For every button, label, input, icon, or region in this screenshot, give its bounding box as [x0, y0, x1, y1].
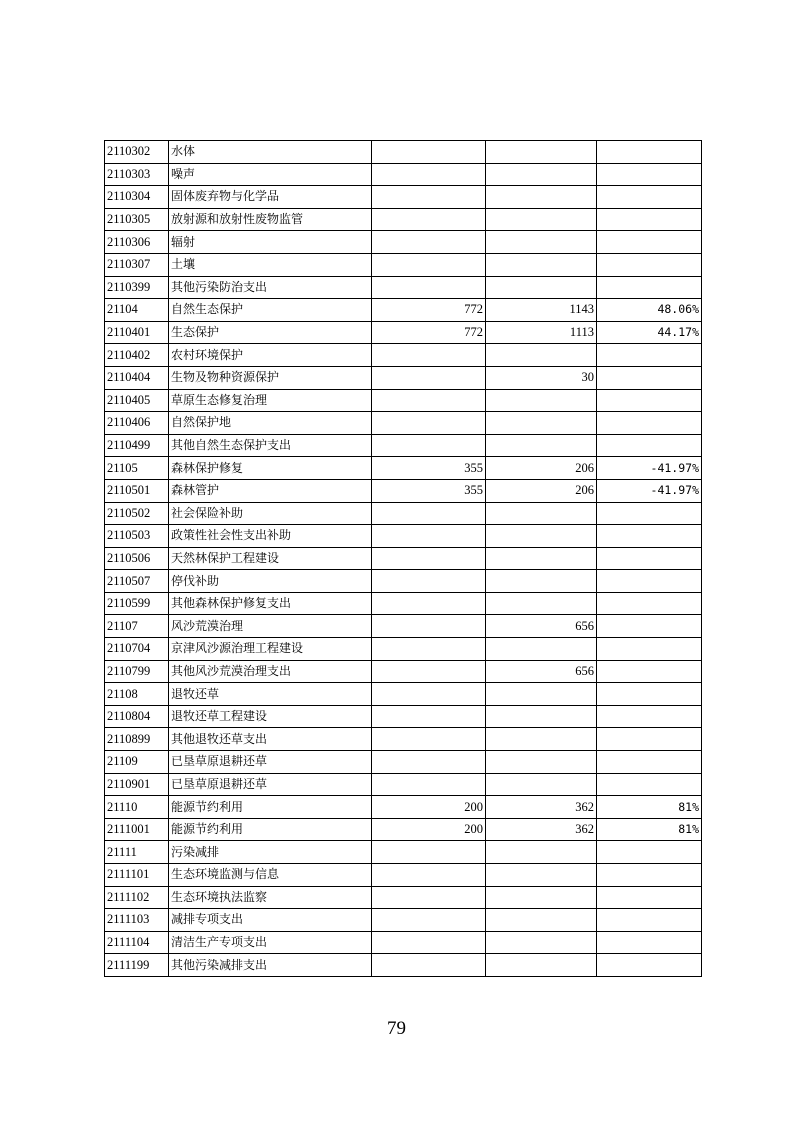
change-percent-cell [597, 502, 702, 525]
code-cell: 2110302 [105, 141, 169, 164]
change-percent-cell: 81% [597, 818, 702, 841]
change-percent-cell [597, 231, 702, 254]
amount-cell-1 [372, 366, 486, 389]
table-row [105, 299, 702, 322]
code-cell: 2110499 [105, 434, 169, 457]
table-row [105, 321, 702, 344]
change-percent-cell [597, 683, 702, 706]
code-cell: 2110804 [105, 705, 169, 728]
item-name-cell: 已垦草原退耕还草 [169, 773, 372, 796]
item-name-cell: 其他污染防治支出 [169, 276, 372, 299]
amount-cell-2 [486, 751, 597, 774]
amount-cell-2 [486, 141, 597, 164]
item-name-cell: 其他污染减排支出 [169, 954, 372, 977]
amount-cell-1 [372, 141, 486, 164]
change-percent-cell [597, 525, 702, 548]
amount-cell-1 [372, 570, 486, 593]
amount-cell-1 [372, 412, 486, 435]
amount-cell-2 [486, 525, 597, 548]
amount-cell-1 [372, 615, 486, 638]
code-cell: 2110599 [105, 592, 169, 615]
change-percent-cell [597, 389, 702, 412]
amount-cell-1 [372, 253, 486, 276]
item-name-cell: 京津风沙源治理工程建设 [169, 638, 372, 661]
amount-cell-2 [486, 412, 597, 435]
change-percent-cell [597, 570, 702, 593]
amount-cell-2: 362 [486, 818, 597, 841]
change-percent-cell: 48.06% [597, 299, 702, 322]
table-row [105, 638, 702, 661]
table-row [105, 231, 702, 254]
item-name-cell: 退牧还草工程建设 [169, 705, 372, 728]
item-name-cell: 退牧还草 [169, 683, 372, 706]
change-percent-cell [597, 931, 702, 954]
change-percent-cell [597, 638, 702, 661]
amount-cell-1 [372, 660, 486, 683]
table-row [105, 954, 702, 977]
item-name-cell: 天然林保护工程建设 [169, 547, 372, 570]
item-name-cell: 减排专项支出 [169, 909, 372, 932]
code-cell: 2110402 [105, 344, 169, 367]
amount-cell-1 [372, 705, 486, 728]
table-row [105, 457, 702, 480]
change-percent-cell [597, 728, 702, 751]
item-name-cell: 生态保护 [169, 321, 372, 344]
code-cell: 2110405 [105, 389, 169, 412]
table-row [105, 186, 702, 209]
code-cell: 2110399 [105, 276, 169, 299]
table-row [105, 479, 702, 502]
amount-cell-2 [486, 638, 597, 661]
amount-cell-1: 200 [372, 796, 486, 819]
code-cell: 2110507 [105, 570, 169, 593]
amount-cell-1 [372, 434, 486, 457]
code-cell: 21108 [105, 683, 169, 706]
code-cell: 2111102 [105, 886, 169, 909]
code-cell: 2111103 [105, 909, 169, 932]
item-name-cell: 辐射 [169, 231, 372, 254]
code-cell: 2110901 [105, 773, 169, 796]
code-cell: 2110899 [105, 728, 169, 751]
item-name-cell: 生态环境执法监察 [169, 886, 372, 909]
item-name-cell: 土壤 [169, 253, 372, 276]
change-percent-cell [597, 954, 702, 977]
amount-cell-1 [372, 208, 486, 231]
code-cell: 21107 [105, 615, 169, 638]
item-name-cell: 社会保险补助 [169, 502, 372, 525]
amount-cell-2 [486, 728, 597, 751]
change-percent-cell [597, 592, 702, 615]
code-cell: 2111101 [105, 864, 169, 887]
amount-cell-2 [486, 231, 597, 254]
item-name-cell: 其他退牧还草支出 [169, 728, 372, 751]
code-cell: 2110404 [105, 366, 169, 389]
code-cell: 2110503 [105, 525, 169, 548]
amount-cell-2: 206 [486, 457, 597, 480]
amount-cell-1 [372, 773, 486, 796]
item-name-cell: 污染减排 [169, 841, 372, 864]
table-row [105, 434, 702, 457]
item-name-cell: 草原生态修复治理 [169, 389, 372, 412]
item-name-cell: 农村环境保护 [169, 344, 372, 367]
item-name-cell: 其他自然生态保护支出 [169, 434, 372, 457]
amount-cell-2 [486, 909, 597, 932]
change-percent-cell [597, 615, 702, 638]
code-cell: 21104 [105, 299, 169, 322]
item-name-cell: 政策性社会性支出补助 [169, 525, 372, 548]
table-row [105, 886, 702, 909]
code-cell: 2110303 [105, 163, 169, 186]
amount-cell-2 [486, 502, 597, 525]
amount-cell-2 [486, 864, 597, 887]
amount-cell-2 [486, 570, 597, 593]
amount-cell-2 [486, 931, 597, 954]
amount-cell-1 [372, 231, 486, 254]
code-cell: 21110 [105, 796, 169, 819]
change-percent-cell: 81% [597, 796, 702, 819]
amount-cell-2 [486, 208, 597, 231]
item-name-cell: 自然生态保护 [169, 299, 372, 322]
amount-cell-1 [372, 525, 486, 548]
code-cell: 2110799 [105, 660, 169, 683]
amount-cell-2 [486, 434, 597, 457]
amount-cell-1 [372, 547, 486, 570]
table-row [105, 728, 702, 751]
table-row [105, 796, 702, 819]
amount-cell-2 [486, 253, 597, 276]
table-row [105, 841, 702, 864]
amount-cell-2: 1113 [486, 321, 597, 344]
table-row [105, 592, 702, 615]
item-name-cell: 固体废弃物与化学品 [169, 186, 372, 209]
change-percent-cell [597, 208, 702, 231]
item-name-cell: 放射源和放射性废物监管 [169, 208, 372, 231]
amount-cell-2 [486, 592, 597, 615]
table-row [105, 525, 702, 548]
amount-cell-2 [486, 276, 597, 299]
table-row [105, 502, 702, 525]
amount-cell-1 [372, 502, 486, 525]
amount-cell-2: 206 [486, 479, 597, 502]
amount-cell-1: 355 [372, 457, 486, 480]
amount-cell-2 [486, 389, 597, 412]
change-percent-cell [597, 864, 702, 887]
table-row [105, 412, 702, 435]
change-percent-cell [597, 344, 702, 367]
amount-cell-1 [372, 638, 486, 661]
code-cell: 2111199 [105, 954, 169, 977]
amount-cell-1 [372, 276, 486, 299]
amount-cell-2 [486, 705, 597, 728]
table-row [105, 751, 702, 774]
change-percent-cell [597, 841, 702, 864]
table-row [105, 141, 702, 164]
change-percent-cell [597, 773, 702, 796]
item-name-cell: 噪声 [169, 163, 372, 186]
amount-cell-2: 30 [486, 366, 597, 389]
change-percent-cell [597, 660, 702, 683]
table-row [105, 366, 702, 389]
amount-cell-2 [486, 547, 597, 570]
amount-cell-1 [372, 864, 486, 887]
page-number: 79 [387, 1018, 406, 1039]
code-cell: 2110306 [105, 231, 169, 254]
item-name-cell: 清洁生产专项支出 [169, 931, 372, 954]
change-percent-cell: -41.97% [597, 479, 702, 502]
table-body [105, 141, 702, 977]
amount-cell-1: 200 [372, 818, 486, 841]
table-row [105, 208, 702, 231]
table-row [105, 773, 702, 796]
item-name-cell: 能源节约利用 [169, 796, 372, 819]
amount-cell-2 [486, 163, 597, 186]
change-percent-cell [597, 886, 702, 909]
code-cell: 2111104 [105, 931, 169, 954]
table-row [105, 253, 702, 276]
change-percent-cell [597, 705, 702, 728]
amount-cell-1 [372, 751, 486, 774]
amount-cell-1 [372, 728, 486, 751]
amount-cell-2: 656 [486, 615, 597, 638]
amount-cell-1: 772 [372, 299, 486, 322]
item-name-cell: 生态环境监测与信息 [169, 864, 372, 887]
amount-cell-1: 772 [372, 321, 486, 344]
table-row [105, 864, 702, 887]
table-row [105, 705, 702, 728]
amount-cell-1 [372, 389, 486, 412]
code-cell: 21109 [105, 751, 169, 774]
item-name-cell: 自然保护地 [169, 412, 372, 435]
table-row [105, 909, 702, 932]
table-row [105, 547, 702, 570]
change-percent-cell [597, 434, 702, 457]
code-cell: 21111 [105, 841, 169, 864]
code-cell: 21105 [105, 457, 169, 480]
table-row [105, 931, 702, 954]
code-cell: 2110401 [105, 321, 169, 344]
table-row [105, 818, 702, 841]
amount-cell-2 [486, 773, 597, 796]
amount-cell-1 [372, 186, 486, 209]
amount-cell-2 [486, 886, 597, 909]
change-percent-cell [597, 366, 702, 389]
change-percent-cell [597, 909, 702, 932]
amount-cell-2: 362 [486, 796, 597, 819]
table-row [105, 389, 702, 412]
code-cell: 2110406 [105, 412, 169, 435]
table-row [105, 683, 702, 706]
change-percent-cell [597, 141, 702, 164]
amount-cell-1 [372, 931, 486, 954]
table-row [105, 615, 702, 638]
amount-cell-2: 1143 [486, 299, 597, 322]
code-cell: 2111001 [105, 818, 169, 841]
amount-cell-2 [486, 954, 597, 977]
amount-cell-2 [486, 841, 597, 864]
amount-cell-1 [372, 592, 486, 615]
code-cell: 2110304 [105, 186, 169, 209]
item-name-cell: 森林管护 [169, 479, 372, 502]
amount-cell-1 [372, 954, 486, 977]
table-row [105, 570, 702, 593]
budget-table [104, 140, 702, 977]
amount-cell-1 [372, 841, 486, 864]
amount-cell-1: 355 [372, 479, 486, 502]
table-row [105, 276, 702, 299]
amount-cell-1 [372, 886, 486, 909]
item-name-cell: 其他风沙荒漠治理支出 [169, 660, 372, 683]
change-percent-cell: -41.97% [597, 457, 702, 480]
change-percent-cell [597, 163, 702, 186]
change-percent-cell [597, 751, 702, 774]
item-name-cell: 生物及物种资源保护 [169, 366, 372, 389]
amount-cell-1 [372, 683, 486, 706]
change-percent-cell [597, 276, 702, 299]
table-row [105, 660, 702, 683]
change-percent-cell [597, 186, 702, 209]
amount-cell-2 [486, 186, 597, 209]
amount-cell-1 [372, 909, 486, 932]
item-name-cell: 能源节约利用 [169, 818, 372, 841]
amount-cell-2 [486, 344, 597, 367]
amount-cell-1 [372, 344, 486, 367]
change-percent-cell: 44.17% [597, 321, 702, 344]
item-name-cell: 其他森林保护修复支出 [169, 592, 372, 615]
item-name-cell: 已垦草原退耕还草 [169, 751, 372, 774]
code-cell: 2110704 [105, 638, 169, 661]
change-percent-cell [597, 253, 702, 276]
code-cell: 2110307 [105, 253, 169, 276]
code-cell: 2110501 [105, 479, 169, 502]
amount-cell-2 [486, 683, 597, 706]
item-name-cell: 水体 [169, 141, 372, 164]
amount-cell-1 [372, 163, 486, 186]
code-cell: 2110506 [105, 547, 169, 570]
item-name-cell: 停伐补助 [169, 570, 372, 593]
code-cell: 2110502 [105, 502, 169, 525]
item-name-cell: 风沙荒漠治理 [169, 615, 372, 638]
table-row [105, 344, 702, 367]
code-cell: 2110305 [105, 208, 169, 231]
item-name-cell: 森林保护修复 [169, 457, 372, 480]
change-percent-cell [597, 412, 702, 435]
amount-cell-2: 656 [486, 660, 597, 683]
table-row [105, 163, 702, 186]
change-percent-cell [597, 547, 702, 570]
